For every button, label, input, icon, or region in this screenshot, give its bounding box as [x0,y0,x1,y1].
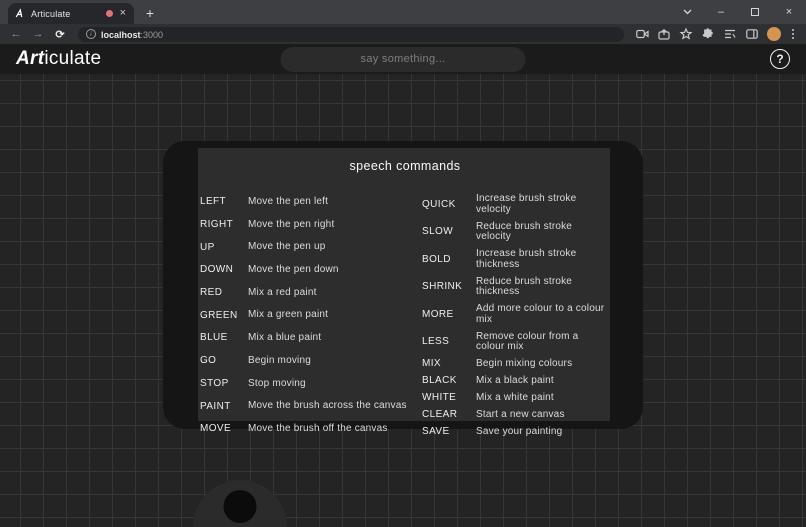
command-term: SAVE [422,426,450,438]
tab-close-icon[interactable]: × [119,7,126,19]
command-description: Move the brush across the canvas [248,400,407,412]
tab-search-chevron-icon[interactable] [670,0,704,24]
command-column-right [422,194,608,438]
command-description: Stop moving [248,377,306,389]
command-term: SHRINK [422,281,463,292]
command-term: STOP [200,377,229,389]
command-description: Increase brush stroke thickness [476,248,577,270]
command-description: Move the brush off the canvas [248,423,388,435]
speech-input[interactable] [281,47,526,72]
command-description: Mix a white paint [476,392,554,403]
profile-avatar[interactable] [766,26,782,42]
command-description: Mix a blue paint [248,332,322,344]
site-info-icon[interactable]: i [86,29,96,39]
share-icon[interactable] [656,26,672,42]
reload-icon[interactable]: ⟳ [55,28,65,41]
command-term: MOVE [200,423,232,435]
command-term: MORE [422,308,454,320]
command-description: Mix a black paint [476,375,554,386]
new-tab-button[interactable]: + [145,5,155,21]
command-description: Move the pen up [248,241,326,253]
tab-title: Articulate [31,8,71,19]
minimize-button[interactable]: – [717,6,725,18]
command-description: Move the pen down [248,264,339,276]
tab-strip [0,0,806,24]
address-bar[interactable] [78,27,624,42]
command-description: Move the pen left [248,195,329,207]
command-term: BLACK [422,375,457,387]
extensions-icon[interactable] [700,26,716,42]
maximize-icon [751,8,759,16]
forward-icon[interactable]: → [32,28,44,40]
command-term: GO [200,355,217,367]
command-description: Increase brush stroke velocity [476,193,577,215]
command-description: Begin moving [248,354,311,366]
articulate-logo [16,48,101,70]
maximize-button[interactable] [738,0,772,24]
bookmark-star-icon[interactable] [678,26,694,42]
command-term: UP [200,241,215,253]
command-term: LEFT [200,196,227,208]
browser-toolbar [0,24,806,44]
speech-commands-modal [163,141,643,438]
window-controls [670,0,806,24]
command-column-left [200,194,408,438]
command-description: Reduce brush stroke thickness [476,275,573,297]
back-icon[interactable]: ← [10,28,22,40]
command-term: GREEN [200,309,238,321]
command-term: WHITE [422,392,457,404]
command-term: PAINT [200,400,231,412]
command-term: LESS [422,336,450,347]
command-term: QUICK [422,198,456,210]
command-description: Start a new canvas [476,409,565,420]
mic-recording-indicator [106,10,113,17]
command-description: Add more colour to a colour mix [476,303,605,325]
browser-tab-articulate[interactable] [8,3,134,24]
command-term: RIGHT [200,218,234,230]
command-term: BOLD [422,253,451,265]
speech-input-placeholder: say something... [360,53,446,65]
pen-dial[interactable] [193,480,287,527]
url-host: localhost [101,30,141,40]
camera-icon[interactable] [634,26,650,42]
drawing-canvas[interactable] [0,74,806,527]
command-term: BLUE [200,332,228,344]
help-button[interactable]: ? [770,49,790,69]
app-header [0,44,806,74]
command-term: RED [200,286,223,298]
pen-tip-dot [224,490,257,523]
command-description: Mix a red paint [248,286,317,298]
reading-list-icon[interactable] [722,26,738,42]
command-description: Begin mixing colours [476,358,573,369]
speech-commands-panel [198,148,610,438]
articulate-favicon-icon [14,8,26,20]
command-description: Save your painting [476,426,563,437]
command-description: Reduce brush stroke velocity [476,220,573,242]
command-term: DOWN [200,264,234,276]
command-term: MIX [422,358,441,370]
command-term: CLEAR [422,409,458,421]
command-description: Remove colour from a colour mix [476,330,579,352]
browser-menu-icon[interactable] [788,26,798,42]
command-description: Mix a green paint [248,309,329,321]
command-term: SLOW [422,226,454,237]
command-description: Move the pen right [248,218,335,230]
url-port: :3000 [140,30,164,40]
logo-art: Art [16,48,45,69]
side-panel-icon[interactable] [744,26,760,42]
close-window-button[interactable]: × [785,6,793,18]
command-columns [200,194,610,438]
avatar [767,27,781,41]
modal-title: speech commands [349,159,461,173]
logo-iculate: iculate [44,48,102,69]
